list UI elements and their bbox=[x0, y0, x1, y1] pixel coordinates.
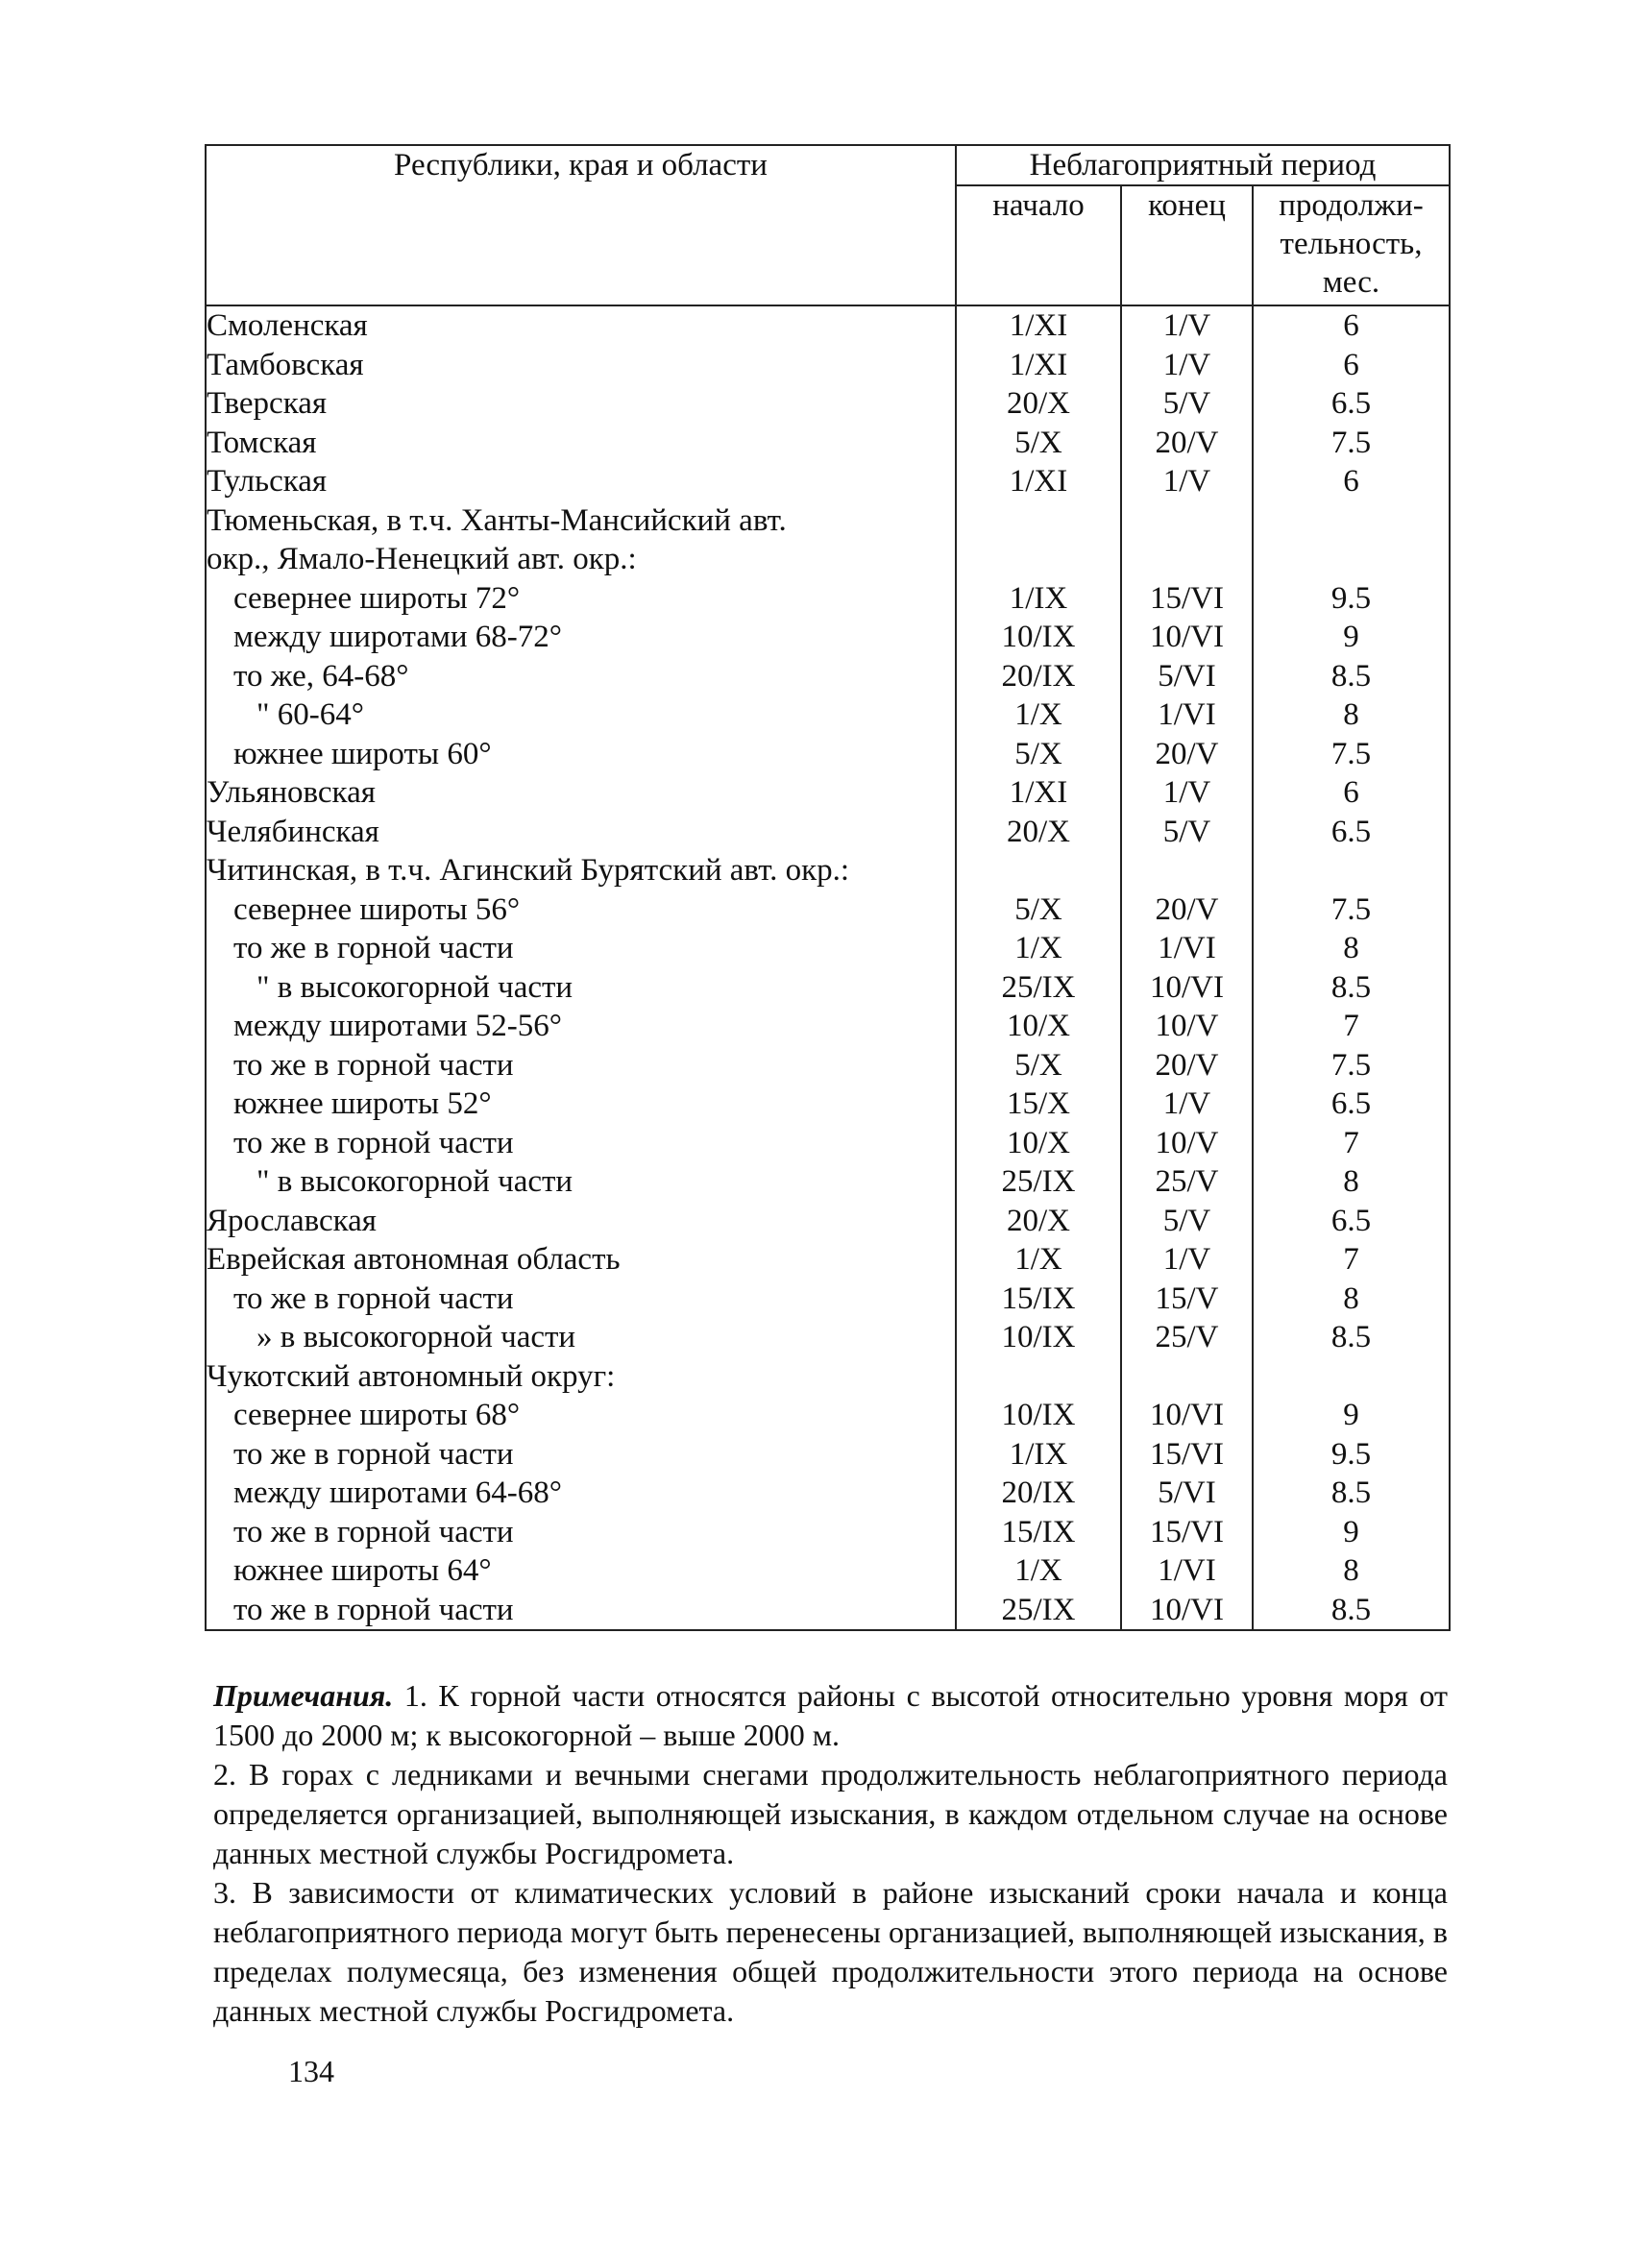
start-cell: 25/IX bbox=[956, 1591, 1121, 1631]
table-body bbox=[206, 305, 1450, 1630]
start-cell: 10/X bbox=[956, 1007, 1121, 1046]
table-row bbox=[206, 813, 1450, 852]
table-row bbox=[206, 1046, 1450, 1085]
notes-section bbox=[213, 1676, 1448, 2031]
note-3: 3. В зависимости от климатических условий в районе изысканий сроки начала и конца неблагоприятного периода могут быть перенесены организацией, выполняющей изыскания, в пределах полумесяца, без изменения общей продолжительности этого периода на основе данных местной службы Росгидромета. bbox=[213, 1875, 1448, 2028]
end-cell: 20/V bbox=[1121, 424, 1253, 463]
start-cell: 5/X bbox=[956, 890, 1121, 930]
region-cell: севернее широты 72° bbox=[206, 579, 956, 619]
region-cell: между широтами 52-56° bbox=[206, 1007, 956, 1046]
duration-cell: 8 bbox=[1253, 1551, 1450, 1591]
end-cell bbox=[1121, 501, 1253, 541]
end-cell: 5/VI bbox=[1121, 1474, 1253, 1513]
table-row bbox=[206, 929, 1450, 968]
duration-cell: 6 bbox=[1253, 462, 1450, 501]
region-cell: Чукотский автономный округ: bbox=[206, 1357, 956, 1397]
table-row bbox=[206, 579, 1450, 619]
start-cell: 1/XI bbox=[956, 462, 1121, 501]
end-cell bbox=[1121, 1357, 1253, 1397]
note-1-text: 1. К горной части относятся районы с высотой относительно уровня моря от 1500 до 2000 м; к высокогорной – выше 2000 м. bbox=[213, 1678, 1448, 1752]
end-cell: 15/VI bbox=[1121, 1435, 1253, 1475]
region-cell: то же в горной части bbox=[206, 1280, 956, 1319]
region-cell: " в высокогорной части bbox=[206, 968, 956, 1008]
start-cell: 5/X bbox=[956, 735, 1121, 774]
region-cell: Челябинская bbox=[206, 813, 956, 852]
duration-cell bbox=[1253, 1357, 1450, 1397]
region-cell: то же, 64-68° bbox=[206, 657, 956, 696]
table-row bbox=[206, 1435, 1450, 1475]
region-cell: южнее широты 64° bbox=[206, 1551, 956, 1591]
start-cell: 25/IX bbox=[956, 968, 1121, 1008]
duration-cell: 8.5 bbox=[1253, 1474, 1450, 1513]
duration-cell: 8.5 bbox=[1253, 968, 1450, 1008]
start-cell: 10/IX bbox=[956, 1318, 1121, 1357]
region-cell: Еврейская автономная область bbox=[206, 1240, 956, 1280]
region-cell: то же в горной части bbox=[206, 1513, 956, 1552]
region-cell: Тамбовская bbox=[206, 346, 956, 385]
end-cell: 10/VI bbox=[1121, 968, 1253, 1008]
table-row bbox=[206, 1162, 1450, 1202]
table-row bbox=[206, 890, 1450, 930]
start-cell: 1/X bbox=[956, 695, 1121, 735]
start-cell: 1/X bbox=[956, 1240, 1121, 1280]
end-cell: 25/V bbox=[1121, 1318, 1253, 1357]
duration-cell: 8.5 bbox=[1253, 1591, 1450, 1631]
duration-cell: 6.5 bbox=[1253, 813, 1450, 852]
table-row bbox=[206, 1396, 1450, 1435]
region-cell: то же в горной части bbox=[206, 1124, 956, 1163]
duration-cell: 9.5 bbox=[1253, 579, 1450, 619]
end-cell: 15/VI bbox=[1121, 579, 1253, 619]
table-row bbox=[206, 346, 1450, 385]
region-cell: южнее широты 52° bbox=[206, 1085, 956, 1124]
region-cell: Смоленская bbox=[206, 305, 956, 346]
table-row bbox=[206, 1474, 1450, 1513]
region-cell: » в высокогорной части bbox=[206, 1318, 956, 1357]
end-cell: 1/VI bbox=[1121, 695, 1253, 735]
start-cell: 1/XI bbox=[956, 346, 1121, 385]
end-cell bbox=[1121, 540, 1253, 579]
duration-cell: 7.5 bbox=[1253, 424, 1450, 463]
table-row bbox=[206, 305, 1450, 346]
end-cell: 20/V bbox=[1121, 1046, 1253, 1085]
end-cell: 1/V bbox=[1121, 462, 1253, 501]
end-cell: 10/V bbox=[1121, 1007, 1253, 1046]
notes-label: Примечания. bbox=[213, 1678, 394, 1713]
table-row bbox=[206, 462, 1450, 501]
table-row bbox=[206, 1007, 1450, 1046]
start-cell: 1/IX bbox=[956, 579, 1121, 619]
start-cell: 1/X bbox=[956, 929, 1121, 968]
unfavorable-period-table bbox=[205, 144, 1451, 1631]
duration-cell: 7.5 bbox=[1253, 735, 1450, 774]
table-row bbox=[206, 501, 1450, 541]
region-cell: Ярославская bbox=[206, 1202, 956, 1241]
header-duration: продолжи-тельность, мес. bbox=[1253, 185, 1450, 305]
table-row bbox=[206, 1085, 1450, 1124]
end-cell: 1/V bbox=[1121, 1085, 1253, 1124]
header-unfavorable-period: Неблагоприятный период bbox=[956, 145, 1450, 185]
table-row bbox=[206, 1202, 1450, 1241]
duration-cell: 7.5 bbox=[1253, 890, 1450, 930]
region-cell: между широтами 64-68° bbox=[206, 1474, 956, 1513]
duration-cell: 8 bbox=[1253, 695, 1450, 735]
end-cell: 10/V bbox=[1121, 1124, 1253, 1163]
table-row bbox=[206, 735, 1450, 774]
start-cell: 10/IX bbox=[956, 618, 1121, 657]
start-cell bbox=[956, 540, 1121, 579]
end-cell: 1/V bbox=[1121, 305, 1253, 346]
start-cell: 25/IX bbox=[956, 1162, 1121, 1202]
start-cell: 10/IX bbox=[956, 1396, 1121, 1435]
region-cell: южнее широты 60° bbox=[206, 735, 956, 774]
start-cell: 15/IX bbox=[956, 1280, 1121, 1319]
table-row bbox=[206, 1591, 1450, 1631]
end-cell: 1/V bbox=[1121, 773, 1253, 813]
duration-cell: 6.5 bbox=[1253, 1202, 1450, 1241]
duration-cell: 8.5 bbox=[1253, 657, 1450, 696]
start-cell: 5/X bbox=[956, 1046, 1121, 1085]
end-cell: 20/V bbox=[1121, 890, 1253, 930]
end-cell: 1/VI bbox=[1121, 1551, 1253, 1591]
duration-cell: 7 bbox=[1253, 1240, 1450, 1280]
duration-cell bbox=[1253, 851, 1450, 890]
region-cell: севернее широты 68° bbox=[206, 1396, 956, 1435]
table-row bbox=[206, 695, 1450, 735]
region-cell: Тюменьская, в т.ч. Ханты-Мансийский авт. bbox=[206, 501, 956, 541]
duration-cell: 7 bbox=[1253, 1124, 1450, 1163]
start-cell: 20/X bbox=[956, 1202, 1121, 1241]
end-cell: 10/VI bbox=[1121, 1396, 1253, 1435]
end-cell: 25/V bbox=[1121, 1162, 1253, 1202]
region-cell: то же в горной части bbox=[206, 929, 956, 968]
start-cell: 20/X bbox=[956, 384, 1121, 424]
duration-cell: 6 bbox=[1253, 305, 1450, 346]
duration-cell: 8 bbox=[1253, 1280, 1450, 1319]
duration-cell: 8 bbox=[1253, 929, 1450, 968]
duration-cell: 9 bbox=[1253, 618, 1450, 657]
region-cell: Читинская, в т.ч. Агинский Бурятский авт. окр.: bbox=[206, 851, 956, 890]
start-cell bbox=[956, 851, 1121, 890]
start-cell: 1/XI bbox=[956, 773, 1121, 813]
duration-cell: 9 bbox=[1253, 1396, 1450, 1435]
end-cell: 1/VI bbox=[1121, 929, 1253, 968]
table-row bbox=[206, 1513, 1450, 1552]
header-region: Республики, края и области bbox=[206, 145, 956, 305]
end-cell: 5/V bbox=[1121, 384, 1253, 424]
region-cell: Тверская bbox=[206, 384, 956, 424]
region-cell: то же в горной части bbox=[206, 1046, 956, 1085]
duration-cell bbox=[1253, 501, 1450, 541]
start-cell: 15/X bbox=[956, 1085, 1121, 1124]
table-row bbox=[206, 540, 1450, 579]
table-row bbox=[206, 618, 1450, 657]
start-cell: 10/X bbox=[956, 1124, 1121, 1163]
duration-cell: 9 bbox=[1253, 1513, 1450, 1552]
table-row bbox=[206, 384, 1450, 424]
start-cell: 1/IX bbox=[956, 1435, 1121, 1475]
table-row bbox=[206, 1551, 1450, 1591]
region-cell: Ульяновская bbox=[206, 773, 956, 813]
duration-cell: 6.5 bbox=[1253, 1085, 1450, 1124]
region-cell: окр., Ямало-Ненецкий авт. окр.: bbox=[206, 540, 956, 579]
end-cell: 15/V bbox=[1121, 1280, 1253, 1319]
table-row bbox=[206, 1240, 1450, 1280]
start-cell: 15/IX bbox=[956, 1513, 1121, 1552]
duration-cell: 6 bbox=[1253, 346, 1450, 385]
table-row bbox=[206, 1357, 1450, 1397]
header-start: начало bbox=[956, 185, 1121, 305]
region-cell: Томская bbox=[206, 424, 956, 463]
start-cell: 5/X bbox=[956, 424, 1121, 463]
table-row bbox=[206, 424, 1450, 463]
region-cell: " 60-64° bbox=[206, 695, 956, 735]
table-row bbox=[206, 1318, 1450, 1357]
end-cell: 1/V bbox=[1121, 1240, 1253, 1280]
start-cell: 1/X bbox=[956, 1551, 1121, 1591]
end-cell: 20/V bbox=[1121, 735, 1253, 774]
duration-cell: 7.5 bbox=[1253, 1046, 1450, 1085]
duration-cell: 8.5 bbox=[1253, 1318, 1450, 1357]
duration-cell: 6.5 bbox=[1253, 384, 1450, 424]
start-cell bbox=[956, 501, 1121, 541]
duration-cell: 9.5 bbox=[1253, 1435, 1450, 1475]
start-cell bbox=[956, 1357, 1121, 1397]
start-cell: 20/X bbox=[956, 813, 1121, 852]
end-cell: 5/VI bbox=[1121, 657, 1253, 696]
table-row bbox=[206, 968, 1450, 1008]
end-cell: 5/V bbox=[1121, 1202, 1253, 1241]
end-cell: 1/V bbox=[1121, 346, 1253, 385]
table-row bbox=[206, 1124, 1450, 1163]
start-cell: 1/XI bbox=[956, 305, 1121, 346]
region-cell: то же в горной части bbox=[206, 1435, 956, 1475]
note-1 bbox=[213, 1676, 1448, 1755]
end-cell: 5/V bbox=[1121, 813, 1253, 852]
note-2: 2. В горах с ледниками и вечными снегами продолжительность неблагоприятного периода определяется организацией, выполняющей изыскания, в каждом отдельном случае на основе данных местной службы Росгидромета. bbox=[213, 1757, 1448, 1870]
duration-cell: 7 bbox=[1253, 1007, 1450, 1046]
region-cell: Тульская bbox=[206, 462, 956, 501]
duration-cell: 6 bbox=[1253, 773, 1450, 813]
start-cell: 20/IX bbox=[956, 657, 1121, 696]
end-cell bbox=[1121, 851, 1253, 890]
region-cell: между широтами 68-72° bbox=[206, 618, 956, 657]
duration-cell: 8 bbox=[1253, 1162, 1450, 1202]
table-row bbox=[206, 851, 1450, 890]
header-end: конец bbox=[1121, 185, 1253, 305]
end-cell: 15/VI bbox=[1121, 1513, 1253, 1552]
end-cell: 10/VI bbox=[1121, 1591, 1253, 1631]
duration-cell bbox=[1253, 540, 1450, 579]
page-number: 134 bbox=[288, 2054, 334, 2088]
region-cell: " в высокогорной части bbox=[206, 1162, 956, 1202]
table-row bbox=[206, 657, 1450, 696]
table-row bbox=[206, 1280, 1450, 1319]
table-row bbox=[206, 773, 1450, 813]
end-cell: 10/VI bbox=[1121, 618, 1253, 657]
start-cell: 20/IX bbox=[956, 1474, 1121, 1513]
region-cell: севернее широты 56° bbox=[206, 890, 956, 930]
region-cell: то же в горной части bbox=[206, 1591, 956, 1631]
